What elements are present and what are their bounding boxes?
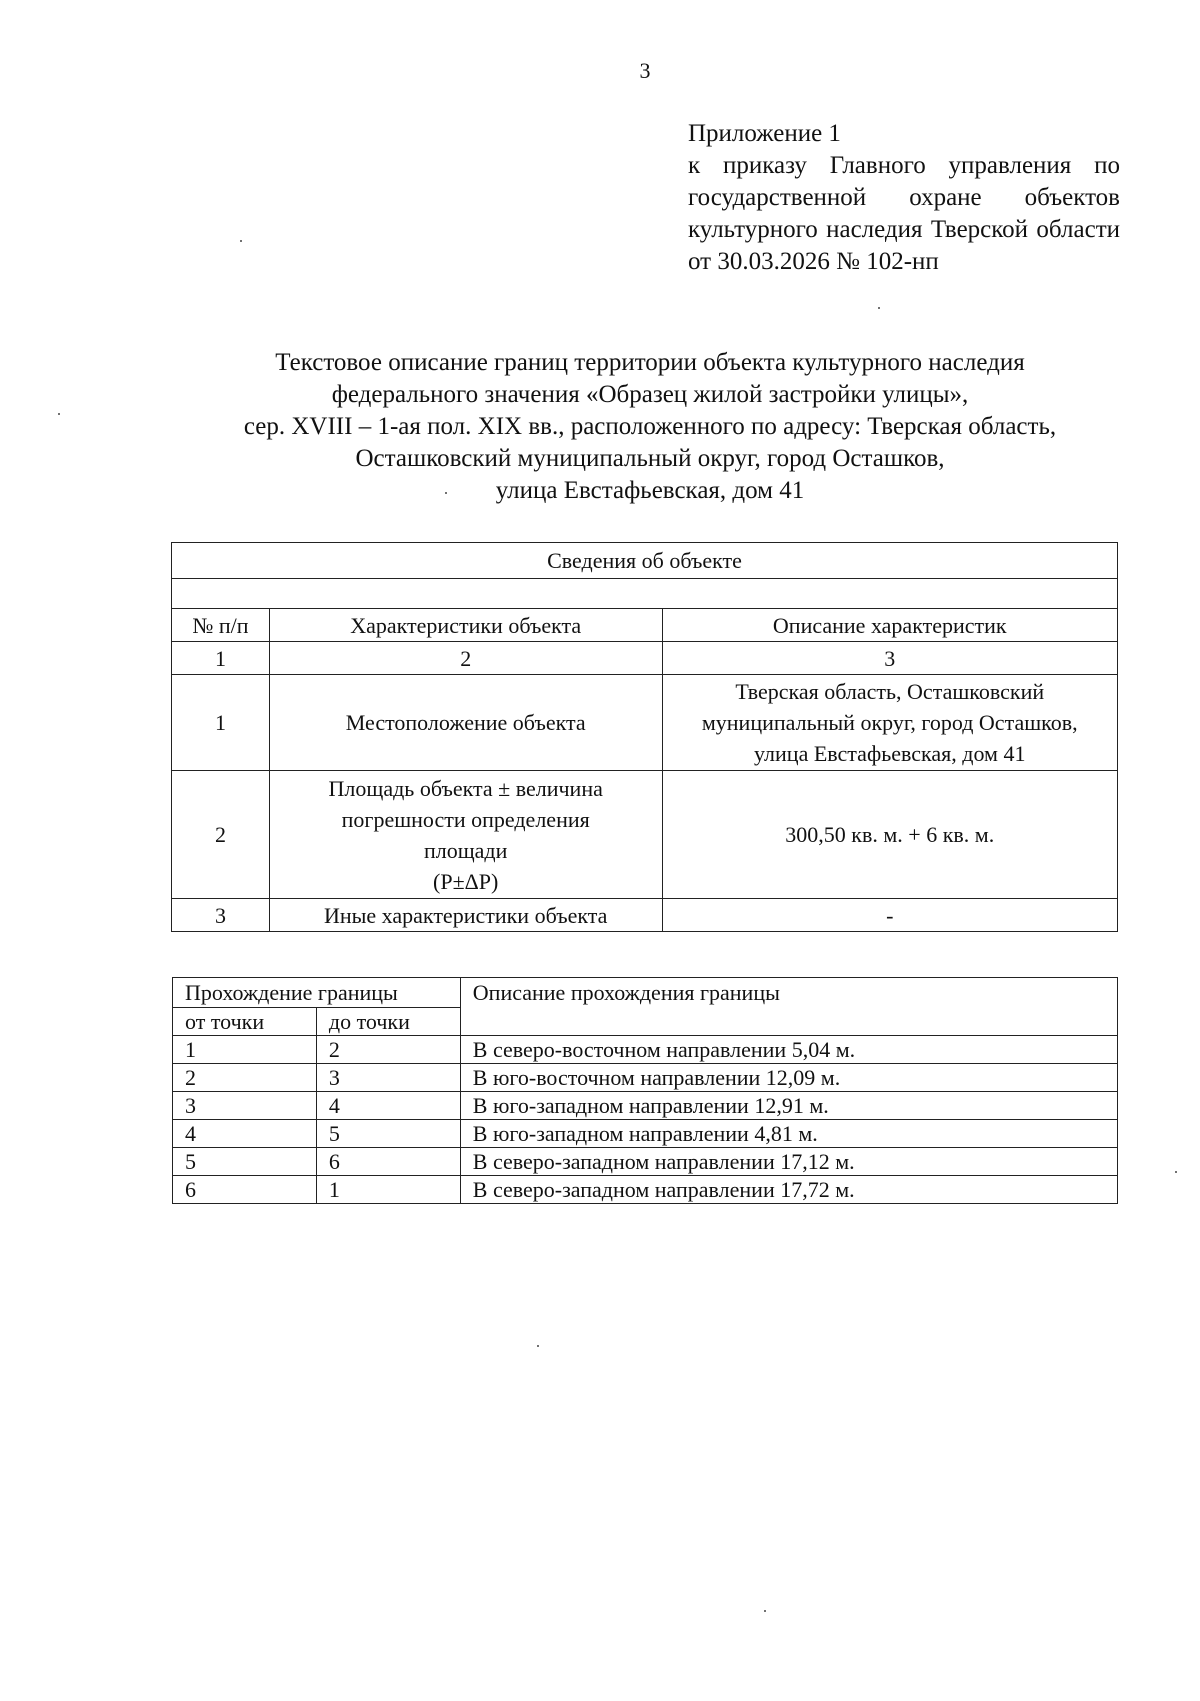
row-value (662, 899, 1118, 932)
from-point: 1 (173, 1036, 317, 1064)
row-name (269, 771, 662, 899)
info-table-caption: Сведения об объекте (172, 543, 1118, 579)
cell-line: площади (423, 837, 508, 863)
row-number: 1 (172, 675, 270, 771)
table-row (173, 1036, 1118, 1064)
row-value (662, 771, 1118, 899)
title-line: Текстовое описание границ территории объекта культурного наследия (275, 349, 1025, 376)
boundary-table (172, 977, 1118, 1204)
to-point: 1 (316, 1176, 460, 1204)
boundary-description: В северо-западном направлении 17,72 м. (460, 1176, 1117, 1204)
header-number: № п/п (172, 609, 270, 642)
table-row (172, 771, 1118, 899)
from-point: 3 (173, 1092, 317, 1120)
table-row (173, 1120, 1118, 1148)
table-row (172, 899, 1118, 932)
scan-speck (1175, 1171, 1177, 1173)
from-point: 4 (173, 1120, 317, 1148)
table-row (172, 675, 1118, 771)
scan-speck (537, 1345, 539, 1347)
cell-line: (Р±ΔР) (433, 868, 499, 894)
object-info-table (171, 542, 1118, 932)
boundary-description: В юго-западном направлении 4,81 м. (460, 1120, 1117, 1148)
header-description: Описание характеристик (662, 609, 1118, 642)
table-row (173, 1092, 1118, 1120)
header-characteristics: Характеристики объекта (269, 609, 662, 642)
to-point-header: до точки (316, 1008, 460, 1036)
scan-speck (240, 240, 242, 242)
cell-line: погрешности определения (341, 806, 590, 832)
boundary-description-header: Описание прохождения границы (460, 978, 1117, 1036)
boundary-group-header: Прохождение границы (173, 978, 461, 1008)
appendix-header (688, 118, 1120, 278)
cell-line: улица Евстафьевская, дом 41 (754, 741, 1026, 766)
cell-line: 300,50 кв. м. + 6 кв. м. (785, 822, 995, 847)
cell-line: Местоположение объекта (345, 710, 586, 735)
title-line: улица Евстафьевская, дом 41 (495, 477, 805, 504)
title-line: сер. XVIII – 1-ая пол. XIX вв., расположенного по адресу: Тверская область, (243, 413, 1057, 440)
title-line: Осташковский муниципальный округ, город Осташков, (355, 445, 945, 472)
scan-speck (764, 1610, 766, 1612)
from-point: 2 (173, 1064, 317, 1092)
boundary-description: В юго-восточном направлении 12,09 м. (460, 1064, 1117, 1092)
index-cell: 1 (172, 642, 270, 675)
scan-speck (58, 413, 60, 415)
cell-line: Иные характеристики объекта (323, 902, 608, 928)
title-line: федерального значения «Образец жилой застройки улицы», (331, 381, 969, 408)
to-point: 4 (316, 1092, 460, 1120)
cell-line: муниципальный округ, город Осташков, (701, 710, 1078, 735)
info-table-empty-row (172, 579, 1118, 609)
table-row (173, 1176, 1118, 1204)
cell-line: Тверская область, Осташковский (735, 679, 1045, 704)
table-row (173, 1148, 1118, 1176)
row-number: 2 (172, 771, 270, 899)
from-point-header: от точки (173, 1008, 317, 1036)
row-name (269, 675, 662, 771)
from-point: 6 (173, 1176, 317, 1204)
index-cell: 3 (662, 642, 1118, 675)
cell-line: Площадь объекта ± величина (328, 775, 603, 801)
boundary-description: В северо-западном направлении 17,12 м. (460, 1148, 1117, 1176)
row-name (269, 899, 662, 932)
boundary-description: В юго-западном направлении 12,91 м. (460, 1092, 1117, 1120)
table-row (173, 1064, 1118, 1092)
to-point: 2 (316, 1036, 460, 1064)
cell-line: - (886, 902, 894, 928)
appendix-order-reference: к приказу Главного управления по государственной охране объектов культурного наследия Тверской области от 30.03.2026 № 102-нп (688, 152, 1120, 275)
page-number: 3 (639, 58, 651, 83)
row-number: 3 (172, 899, 270, 932)
scan-speck (878, 307, 880, 309)
row-value (662, 675, 1118, 771)
to-point: 3 (316, 1064, 460, 1092)
from-point: 5 (173, 1148, 317, 1176)
scan-speck (445, 492, 447, 494)
boundary-description: В северо-восточном направлении 5,04 м. (460, 1036, 1117, 1064)
to-point: 6 (316, 1148, 460, 1176)
appendix-title: Приложение 1 (688, 120, 841, 147)
to-point: 5 (316, 1120, 460, 1148)
index-cell: 2 (269, 642, 662, 675)
document-title (150, 347, 1150, 507)
